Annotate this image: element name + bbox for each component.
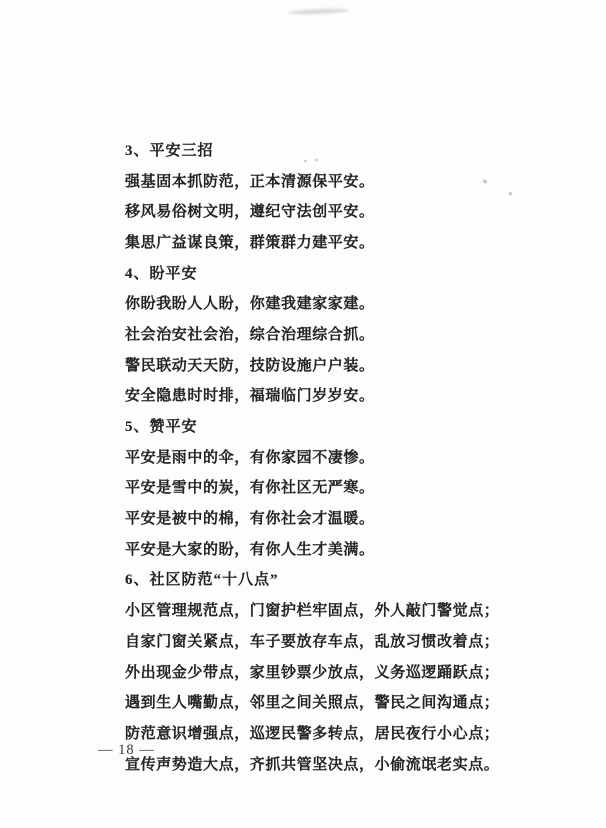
poem-line: 平安是雪中的炭，有你社区无严寒。 [125, 480, 375, 497]
poem-line: 安全隐患时时排，福瑞临门岁岁安。 [125, 388, 375, 405]
section-heading: 5、赞平安 [125, 419, 198, 436]
section-heading: 4、盼平安 [125, 265, 198, 282]
scan-artifact [315, 159, 318, 161]
poem-line: 平安是被中的棉，有你社会才温暖。 [125, 511, 375, 528]
section-pingan-sanzhao [125, 134, 606, 257]
section-shequ-fangfan [125, 564, 606, 779]
poem-line: 集思广益谋良策，群策群力建平安。 [125, 234, 375, 251]
poem-line: 宣传声势造大点，齐抓共管坚决点，小偷流氓老实点。 [125, 756, 500, 773]
poem-line: 外出现金少带点，家里钞票少放点，义务巡逻踊跃点； [125, 664, 500, 681]
poem-line: 遇到生人嘴勤点，邻里之间关照点，警民之间沟通点； [125, 695, 500, 712]
poem-line: 警民联动天天防，技防设施户户装。 [125, 357, 375, 374]
poem-line: 强基固本抓防范，正本清源保平安。 [125, 173, 375, 190]
poem-line: 你盼我盼人人盼，你建我建家家建。 [125, 296, 375, 313]
scan-artifact [509, 192, 512, 195]
poem-line: 小区管理规范点，门窗护栏牢固点，外人敲门警觉点； [125, 603, 500, 620]
poem-line: 移风易俗树文明，遵纪守法创平安。 [125, 204, 375, 221]
poem-line: 自家门窗关紧点，车子要放存车点，乱放习惯改着点； [125, 633, 500, 650]
section-pan-pingan [125, 257, 606, 410]
poem-line: 防范意识增强点，巡逻民警多转点，居民夜行小心点； [125, 725, 500, 742]
scan-artifact [304, 160, 307, 162]
page-number: — 18 — [98, 742, 155, 758]
poem-line: 平安是大家的盼，有你人生才美满。 [125, 541, 375, 558]
section-heading: 3、平安三招 [125, 142, 214, 159]
section-zan-pingan [125, 410, 606, 563]
poem-line: 平安是雨中的伞，有你家园不凄惨。 [125, 449, 375, 466]
poem-line: 社会治安社会治，综合治理综合抓。 [125, 326, 375, 343]
section-heading: 6、社区防范“十八点” [125, 572, 279, 589]
